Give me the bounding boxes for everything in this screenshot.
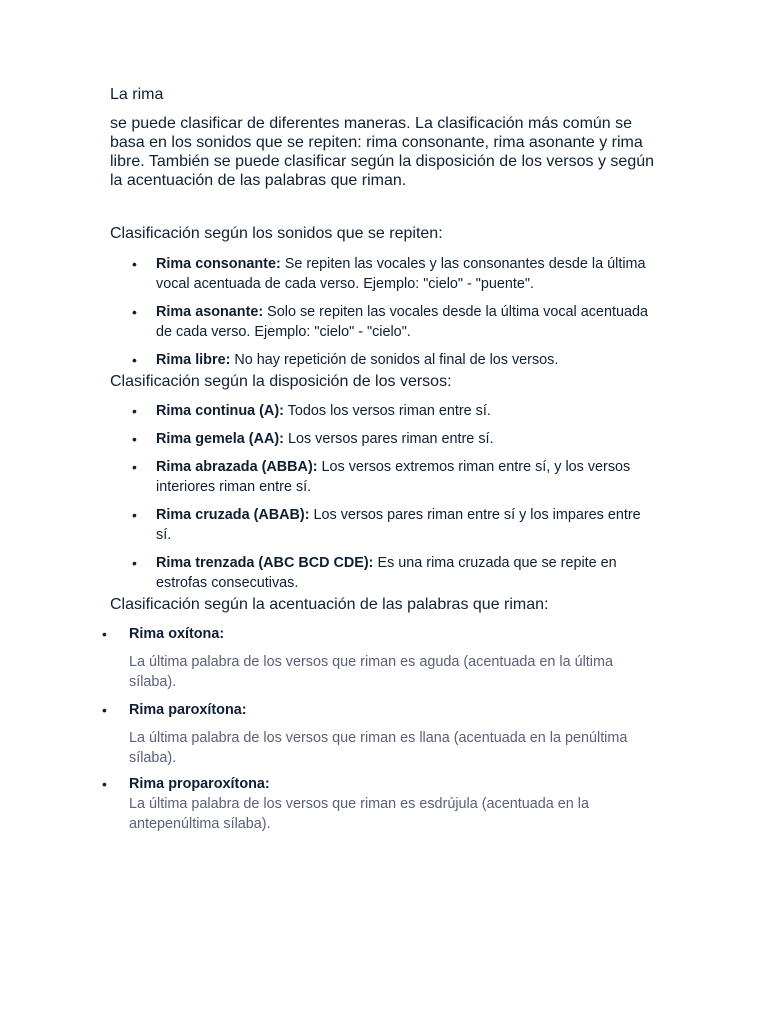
list-item [130,401,650,421]
item-description: Los versos pares riman entre sí. [287,431,494,447]
item-description: Solo se repiten las vocales desde la última vocal acentuada de cada verso. Ejemplo: "cielo" - "cielo". [156,304,648,340]
disposition-list [130,401,650,601]
accentuation-list [102,624,642,834]
item-term: Rima continua (A): [156,403,284,419]
list-item [102,624,642,692]
item-description: La última palabra de los versos que riman es llana (acentuada en la penúltima sílaba). [129,730,628,766]
item-term: Rima cruzada (ABAB): [156,507,310,523]
sounds-list [130,254,650,378]
item-term: Rima libre: [156,352,231,368]
section-heading-disposition: Clasificación según la disposición de los versos: [110,373,452,390]
list-item [130,457,650,497]
list-item [102,774,642,834]
item-term: Rima oxítona: [129,626,225,642]
item-description: La última palabra de los versos que riman es aguda (acentuada en la última sílaba). [129,654,613,690]
item-term: Rima trenzada (ABC BCD CDE): [156,555,374,571]
item-term: Rima asonante: [156,304,264,320]
item-description: Todos los versos riman entre sí. [287,403,491,419]
list-item [130,553,650,593]
section-heading-sounds: Clasificación según los sonidos que se repiten: [110,225,443,242]
item-description: No hay repetición de sonidos al final de los versos. [234,352,559,368]
item-term: Rima paroxítona: [129,702,247,718]
item-term: Rima proparoxítona: [129,776,270,792]
list-item [130,505,650,545]
list-item [130,302,650,342]
list-item [130,429,650,449]
item-description: Se repiten las vocales y las consonantes desde la última vocal acentuada de cada verso. Ejemplo: "cielo" - "puente". [156,256,646,292]
item-description: Los versos extremos riman entre sí, y los versos interiores riman entre sí. [156,459,631,495]
item-description: Es una rima cruzada que se repite en estrofas consecutivas. [156,555,617,591]
list-item [102,700,642,768]
list-item [130,254,650,294]
item-description: Los versos pares riman entre sí y los impares entre sí. [156,507,641,543]
item-term: Rima abrazada (ABBA): [156,459,318,475]
document-title: La rima [110,86,164,103]
section-heading-accentuation: Clasificación según la acentuación de las palabras que riman: [110,596,549,613]
intro-paragraph: se puede clasificar de diferentes maneras. La clasificación más común se basa en los sonidos que se repiten: rima consonante, rima asonante y rima libre. También se puede clasificar según la disposición de los versos y según la acentuación de las palabras que riman. [110,115,655,189]
item-term: Rima consonante: [156,256,281,272]
list-item [130,350,650,370]
item-description: La última palabra de los versos que riman es esdrújula (acentuada en la antepenúltima sílaba). [129,796,589,832]
item-term: Rima gemela (AA): [156,431,284,447]
